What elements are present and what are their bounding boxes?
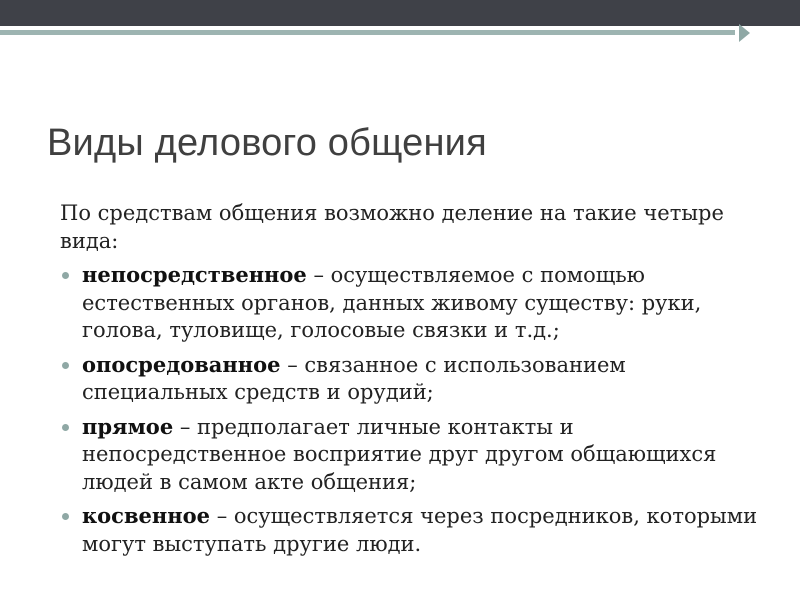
item-term: непосредственное [82,262,307,287]
bullet-dot-icon [62,362,69,369]
item-description: – осуществляемое с помощью естественных органов, данных живому существу: руки, голова, туловище, голосовые связки и т.д.; [82,263,702,342]
list-item [60,413,760,497]
triangle-right-icon [739,24,750,42]
bullet-list [60,261,760,558]
list-item [60,351,760,407]
bullet-dot-icon [62,272,69,279]
bullet-dot-icon [62,513,69,520]
list-item [60,261,760,345]
bullet-dot-icon [62,424,69,431]
item-term: косвенное [82,503,211,528]
item-description: – осуществляется через посредников, которыми могут выступать другие люди. [82,504,758,556]
item-term: прямое [82,413,174,439]
slide-body [60,200,760,564]
top-header-bar [0,0,800,26]
accent-divider-line [0,30,735,35]
slide-title: Виды делового общения [47,122,487,164]
item-description: – связанное с использованием специальных средств и орудий; [82,352,626,404]
item-description: – предполагает личные контакты и непосредственное восприятие друг другом общающихся людей в самом акте общения; [82,414,717,494]
list-item [60,502,760,558]
item-term: опосредованное [82,351,281,377]
intro-text: По средствам общения возможно деление на такие четыре вида: [60,201,724,253]
